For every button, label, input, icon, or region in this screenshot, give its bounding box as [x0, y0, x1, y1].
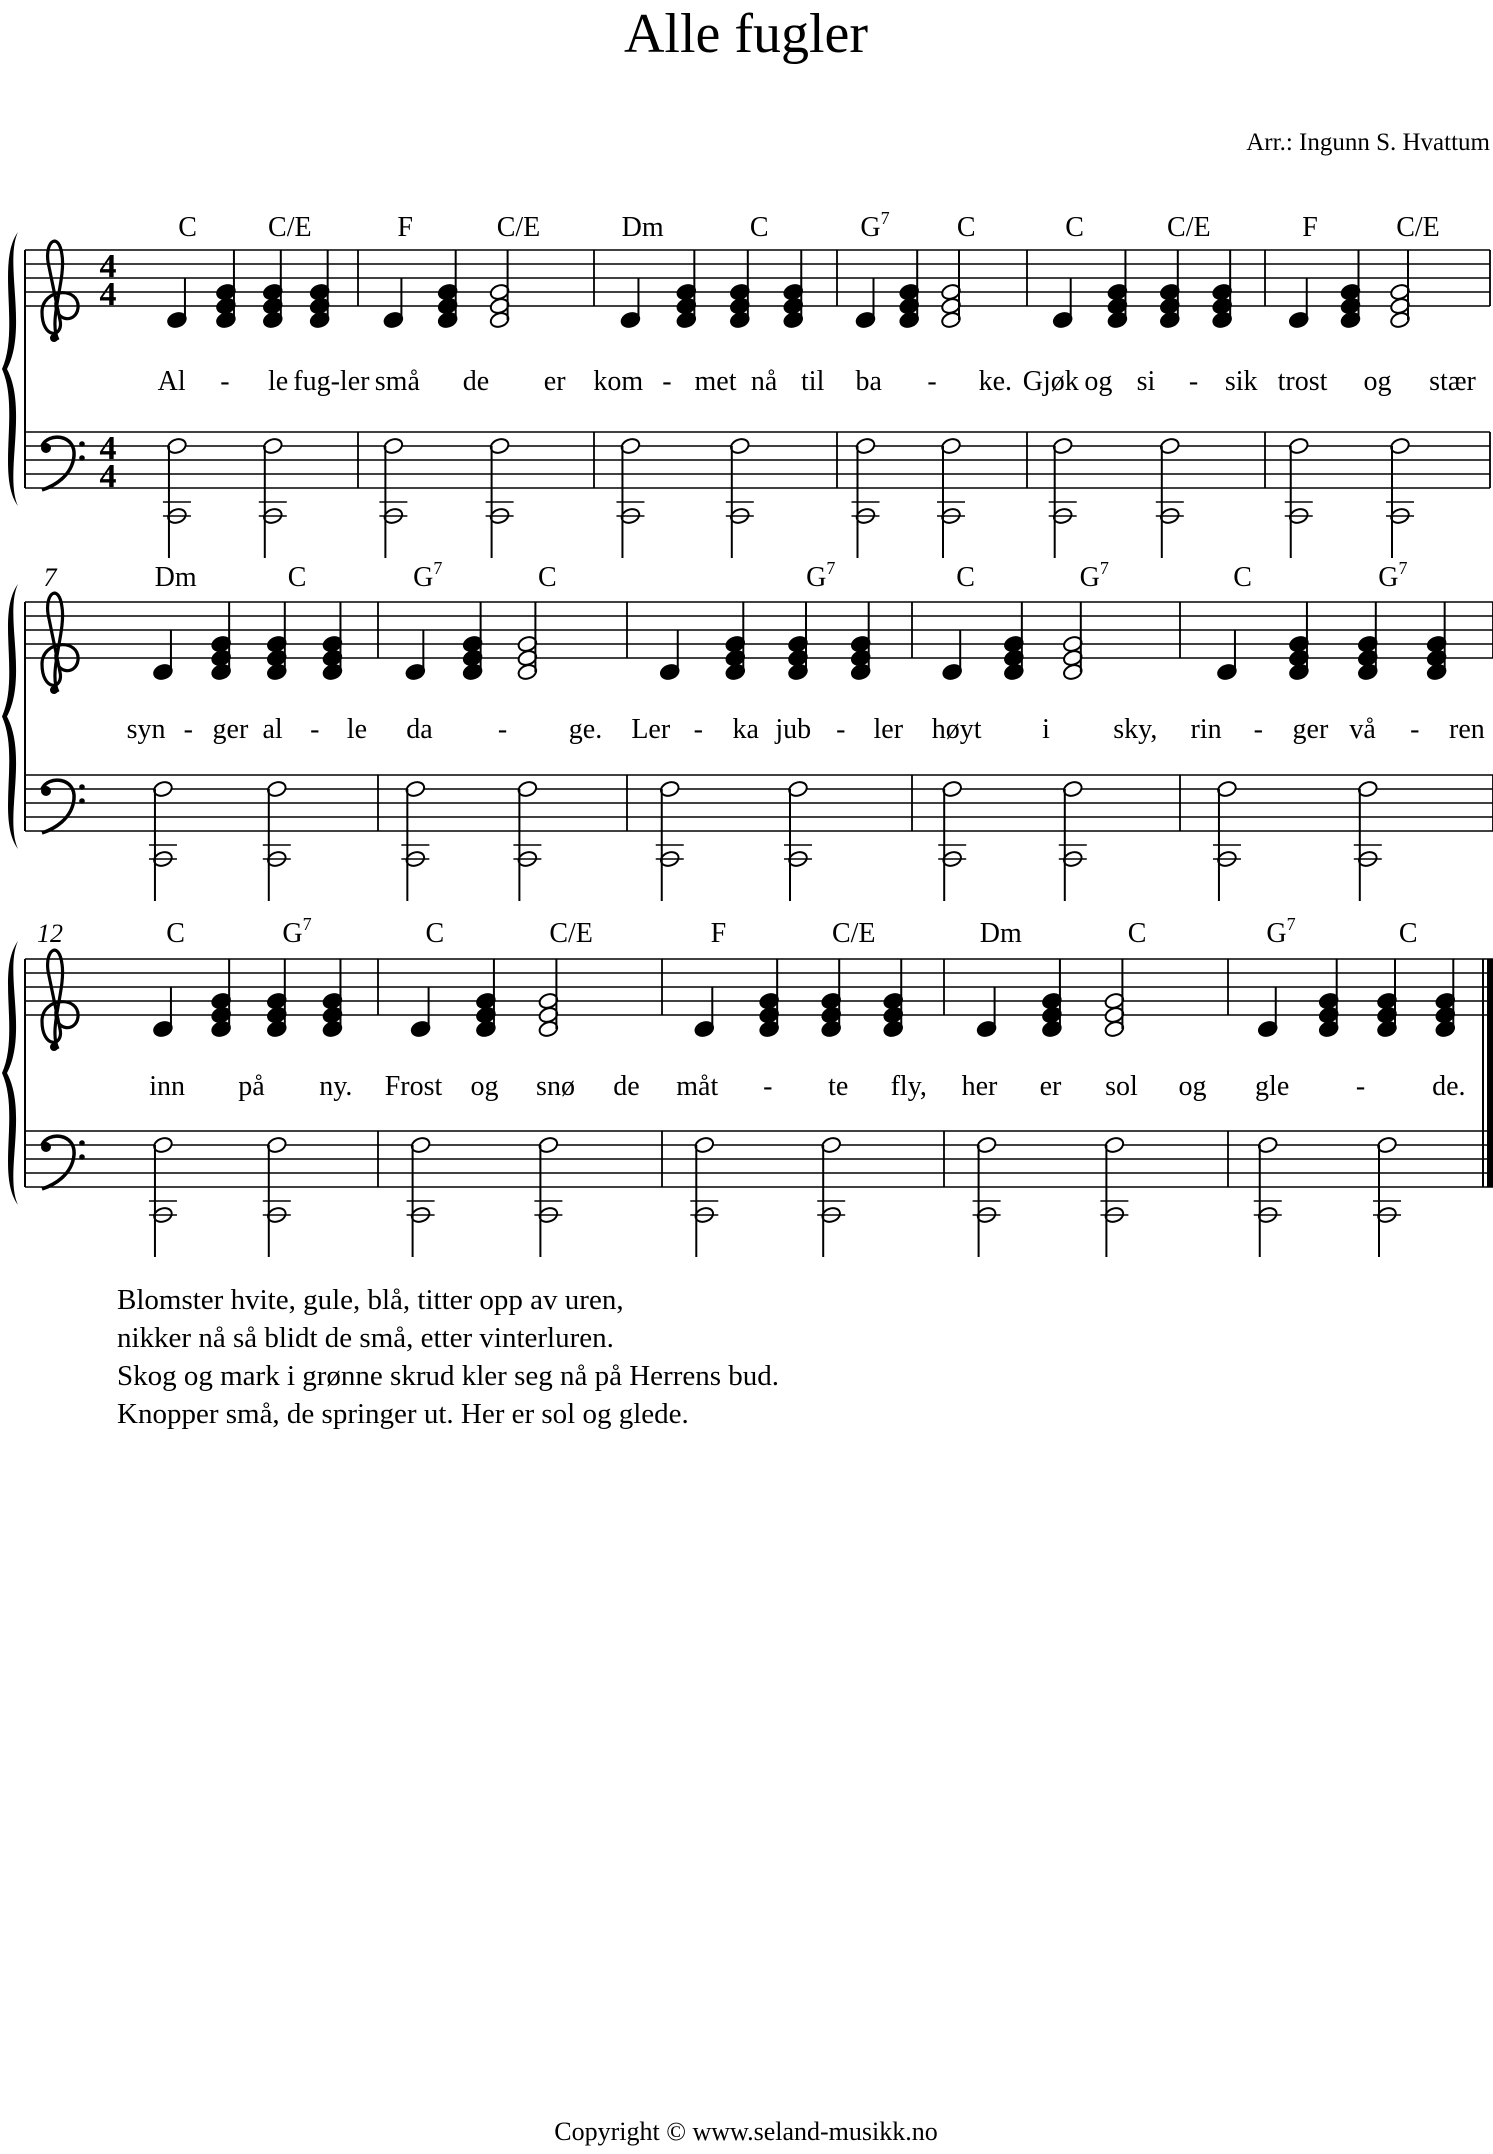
- note-chord: [266, 602, 287, 681]
- lyric-syllable: og: [1178, 1071, 1207, 1102]
- note-chord: [729, 437, 750, 558]
- note-chord: [322, 959, 343, 1038]
- svg-text:4: 4: [99, 248, 117, 285]
- note-chord: [322, 602, 343, 681]
- chord-symbol: $G^7$: [1266, 914, 1296, 949]
- lyric-syllable: al: [262, 714, 283, 745]
- note-chord: [1288, 602, 1309, 681]
- note-chord: [659, 630, 680, 681]
- lyric-syllable: stær: [1429, 366, 1476, 397]
- note-chord: [166, 278, 187, 329]
- note-chord: [1376, 1136, 1397, 1257]
- lyric-syllable: høyt: [931, 714, 982, 745]
- chord-symbol: C: [1398, 918, 1418, 949]
- bass-clef-icon: [41, 437, 85, 490]
- brace: [2, 584, 18, 849]
- note-chord: [1257, 1136, 1278, 1257]
- lyric-syllable: syn: [126, 714, 166, 745]
- lyric-syllable: kom: [593, 366, 644, 397]
- lyric-syllable: sky,: [1113, 714, 1158, 745]
- chord-symbol: C: [749, 212, 769, 243]
- chord-symbol: $G^7$: [1079, 558, 1109, 593]
- lyric-syllable: ge.: [568, 714, 603, 745]
- lyric-syllable: vå: [1349, 714, 1376, 745]
- chord-symbol: C/E: [831, 918, 876, 949]
- lyric-syllable: de: [462, 366, 490, 397]
- note-chord: [489, 437, 510, 558]
- note-chord: [1052, 278, 1073, 329]
- chord-symbol: C: [537, 562, 557, 593]
- note-chord: [1318, 959, 1339, 1038]
- svg-text:4: 4: [99, 276, 117, 313]
- treble-staff: [25, 250, 1490, 306]
- chord-symbol: F: [397, 212, 413, 243]
- chord-symbol: C/E: [549, 918, 593, 949]
- note-chord: [940, 250, 961, 329]
- lyric-syllable: ger: [212, 714, 249, 745]
- chord-symbol: C/E: [1396, 212, 1440, 243]
- svg-text:4: 4: [99, 458, 117, 495]
- note-chord: [976, 987, 997, 1038]
- lyric-syllable: de: [613, 1071, 640, 1102]
- chord-symbol: C: [1233, 562, 1252, 593]
- note-chord: [1376, 959, 1397, 1038]
- brace: [2, 941, 18, 1205]
- lyric-syllable: gle: [1255, 1071, 1290, 1102]
- lyric-syllable: de.: [1432, 1071, 1466, 1102]
- note-chord: [821, 959, 842, 1038]
- chord-symbol: C: [956, 562, 975, 593]
- note-chord: [383, 437, 404, 558]
- copyright-notice: Copyright © www.seland-musikk.no: [554, 2117, 938, 2146]
- lyric-hyphen: -: [1410, 714, 1420, 745]
- note-chord: [1216, 780, 1237, 901]
- lyric-syllable: ler: [873, 714, 904, 745]
- svg-text:4: 4: [99, 430, 117, 467]
- lyric-syllable: ba: [855, 366, 882, 397]
- verse-line: Blomster hvite, gule, blå, titter opp av uren,: [117, 1284, 624, 1316]
- lyric-syllable: jub: [775, 714, 812, 745]
- lyric-syllable: i: [1042, 714, 1050, 745]
- note-chord: [1003, 602, 1024, 681]
- chord-symbol: C: [956, 212, 976, 243]
- chord-symbol: F: [710, 918, 727, 949]
- note-chord: [410, 1136, 431, 1257]
- lyric-hyphen: -: [927, 366, 937, 397]
- note-chord: [1389, 437, 1410, 558]
- note-chord: [976, 1136, 997, 1257]
- brace: [2, 232, 18, 506]
- note-chord: [620, 437, 641, 558]
- lyric-syllable: her: [961, 1071, 998, 1102]
- note-chord: [1104, 1136, 1125, 1257]
- measure: [932, 558, 1158, 901]
- lyric-syllable: le: [268, 366, 289, 397]
- note-chord: [1211, 250, 1232, 329]
- note-chord: [694, 987, 715, 1038]
- note-chord: [1062, 602, 1083, 681]
- lyric-syllable: ke.: [978, 366, 1013, 397]
- measure: [962, 918, 1207, 1257]
- note-chord: [538, 1136, 559, 1257]
- final-barline-thick: [1487, 959, 1493, 1187]
- lyric-syllable: er: [1039, 1071, 1062, 1102]
- note-chord: [1288, 278, 1309, 329]
- chord-symbol: $G^7$: [413, 558, 443, 593]
- note-chord: [262, 250, 283, 329]
- note-chord: [1340, 250, 1361, 329]
- measure-number: 12: [37, 919, 63, 948]
- chord-symbol: $G^7$: [282, 914, 312, 949]
- measure: [1191, 558, 1485, 901]
- note-chord: [1389, 250, 1410, 329]
- lyric-hyphen: -: [836, 714, 846, 745]
- measure: [631, 558, 903, 901]
- lyric-syllable: fly,: [890, 1071, 927, 1102]
- note-chord: [383, 278, 404, 329]
- note-chord: [855, 437, 876, 558]
- note-chord: [1041, 959, 1062, 1038]
- lyric-syllable: og: [1363, 366, 1392, 397]
- note-chord: [787, 602, 808, 681]
- chord-symbol: $G^7$: [860, 208, 890, 243]
- system-3: [2, 914, 1493, 1257]
- time-signature: [100, 248, 117, 313]
- note-chord: [1052, 437, 1073, 558]
- note-chord: [659, 780, 680, 901]
- lyric-syllable: te: [828, 1071, 849, 1102]
- note-chord: [758, 959, 779, 1038]
- note-chord: [1159, 250, 1180, 329]
- note-chord: [694, 1136, 715, 1257]
- note-chord: [152, 987, 173, 1038]
- lyric-hyphen: -: [1355, 1071, 1366, 1102]
- note-chord: [883, 959, 904, 1038]
- lyric-syllable: ka: [732, 714, 759, 745]
- lyric-syllable: måt: [676, 1071, 719, 1102]
- note-chord: [462, 602, 483, 681]
- chord-symbol: Dm: [154, 562, 197, 593]
- note-chord: [517, 602, 538, 681]
- lyric-syllable: Frost: [384, 1071, 443, 1102]
- lyric-hyphen: -: [662, 366, 672, 397]
- note-chord: [538, 959, 559, 1038]
- verse-line: Knopper små, de springer ut. Her er sol og glede.: [117, 1398, 689, 1430]
- lyric-syllable: Al: [157, 366, 186, 397]
- chord-symbol: F: [1302, 212, 1318, 243]
- treble-staff: [25, 959, 1493, 1015]
- lyric-syllable: fug-ler: [293, 366, 370, 397]
- lyric-syllable: ny.: [319, 1071, 353, 1102]
- lyric-hyphen: -: [183, 714, 193, 745]
- note-chord: [729, 250, 750, 329]
- note-chord: [405, 780, 426, 901]
- note-chord: [266, 959, 287, 1038]
- lyric-hyphen: -: [220, 366, 230, 397]
- lyric-syllable: ren: [1449, 714, 1485, 745]
- note-chord: [152, 630, 173, 681]
- note-chord: [620, 278, 641, 329]
- note-chord: [210, 602, 231, 681]
- measure: [127, 562, 367, 901]
- note-chord: [489, 250, 510, 329]
- measure: [1254, 914, 1466, 1257]
- arranger-credit: Arr.: Ingunn S. Hvattum: [1246, 129, 1490, 156]
- lyric-syllable: rin: [1190, 714, 1222, 745]
- lyric-syllable: met: [694, 366, 737, 397]
- verse-line: nikker nå så blidt de små, etter vinterluren.: [117, 1322, 614, 1354]
- note-chord: [940, 437, 961, 558]
- note-chord: [1426, 602, 1447, 681]
- lyric-syllable: nå: [750, 366, 778, 397]
- lyric-syllable: Gjøk: [1022, 366, 1079, 397]
- note-chord: [152, 780, 173, 901]
- song-title: Alle fugler: [623, 3, 869, 65]
- chord-symbol: C: [425, 918, 445, 949]
- note-chord: [210, 959, 231, 1038]
- lyric-syllable: inn: [149, 1071, 186, 1102]
- lyric-syllable: til: [801, 366, 825, 397]
- note-chord: [821, 1136, 842, 1257]
- chord-symbol: $G^7$: [1378, 558, 1408, 593]
- note-chord: [899, 250, 920, 329]
- chord-symbol: Dm: [621, 212, 664, 243]
- bass-clef-icon: [41, 1136, 85, 1189]
- note-chord: [1159, 437, 1180, 558]
- note-chord: [1257, 987, 1278, 1038]
- score-systems: [2, 208, 1493, 1257]
- lyric-hyphen: -: [1188, 366, 1199, 397]
- note-chord: [475, 959, 496, 1038]
- treble-staff: [25, 602, 1493, 658]
- note-chord: [1062, 780, 1083, 901]
- lyric-syllable: og: [1084, 366, 1113, 397]
- chord-symbol: Dm: [979, 918, 1022, 949]
- bass-clef-icon: [41, 780, 85, 833]
- note-chord: [783, 250, 804, 329]
- lyric-hyphen: -: [310, 714, 320, 745]
- lyric-hyphen: -: [763, 1071, 773, 1102]
- lyric-syllable: snø: [536, 1071, 575, 1102]
- note-chord: [1357, 602, 1378, 681]
- note-chord: [166, 437, 187, 558]
- bass-staff: [25, 432, 1490, 488]
- lyric-syllable: le: [346, 714, 368, 745]
- system-2: [2, 558, 1493, 901]
- note-chord: [266, 780, 287, 901]
- note-chord: [942, 780, 963, 901]
- chord-symbol: C: [1065, 212, 1084, 243]
- measure: [149, 914, 352, 1257]
- note-chord: [152, 1136, 173, 1257]
- chord-symbol: C: [178, 212, 197, 243]
- lyric-syllable: si: [1136, 366, 1156, 397]
- note-chord: [309, 250, 330, 329]
- note-chord: [855, 278, 876, 329]
- chord-symbol: C/E: [1167, 212, 1211, 243]
- note-chord: [850, 602, 871, 681]
- chord-symbol: $G^7$: [806, 558, 836, 593]
- chord-symbol: C: [166, 918, 185, 949]
- measure-number: 7: [43, 563, 57, 592]
- verse-text: [117, 1284, 779, 1430]
- lyric-syllable: da: [406, 714, 433, 745]
- measure: [676, 918, 927, 1257]
- lyric-syllable: og: [470, 1071, 499, 1102]
- lyric-hyphen: -: [497, 714, 508, 745]
- note-chord: [1107, 250, 1128, 329]
- note-chord: [725, 602, 746, 681]
- lyric-syllable: er: [543, 366, 566, 397]
- lyric-syllable: på: [238, 1071, 265, 1102]
- lyric-syllable: ger: [1292, 714, 1329, 745]
- lyric-syllable: små: [374, 366, 420, 397]
- note-chord: [1288, 437, 1309, 558]
- note-chord: [215, 250, 236, 329]
- lyric-hyphen: -: [693, 714, 703, 745]
- lyric-syllable: sol: [1105, 1071, 1138, 1102]
- bass-staff: [25, 775, 1493, 831]
- lyric-syllable: trost: [1277, 366, 1328, 397]
- lyric-hyphen: -: [1253, 714, 1263, 745]
- note-chord: [1435, 959, 1456, 1038]
- measure: [852, 208, 1013, 558]
- note-chord: [1216, 630, 1237, 681]
- chord-symbol: C: [287, 562, 307, 593]
- lyric-syllable: sik: [1224, 366, 1258, 397]
- note-chord: [405, 630, 426, 681]
- system-1: [2, 208, 1490, 558]
- measure: [401, 558, 602, 901]
- note-chord: [262, 437, 283, 558]
- note-chord: [1357, 780, 1378, 901]
- chord-symbol: C: [1127, 918, 1147, 949]
- note-chord: [437, 250, 458, 329]
- note-chord: [410, 987, 431, 1038]
- lyric-syllable: Ler: [631, 714, 671, 745]
- note-chord: [266, 1136, 287, 1257]
- note-chord: [787, 780, 808, 901]
- time-signature: [100, 430, 117, 495]
- chord-symbol: C/E: [496, 212, 541, 243]
- note-chord: [1104, 959, 1125, 1038]
- verse-line: Skog og mark i grønne skrud kler seg nå på Herrens bud.: [117, 1360, 780, 1392]
- note-chord: [676, 250, 697, 329]
- note-chord: [942, 630, 963, 681]
- chord-symbol: C/E: [268, 212, 312, 243]
- note-chord: [517, 780, 538, 901]
- measure: [385, 918, 640, 1257]
